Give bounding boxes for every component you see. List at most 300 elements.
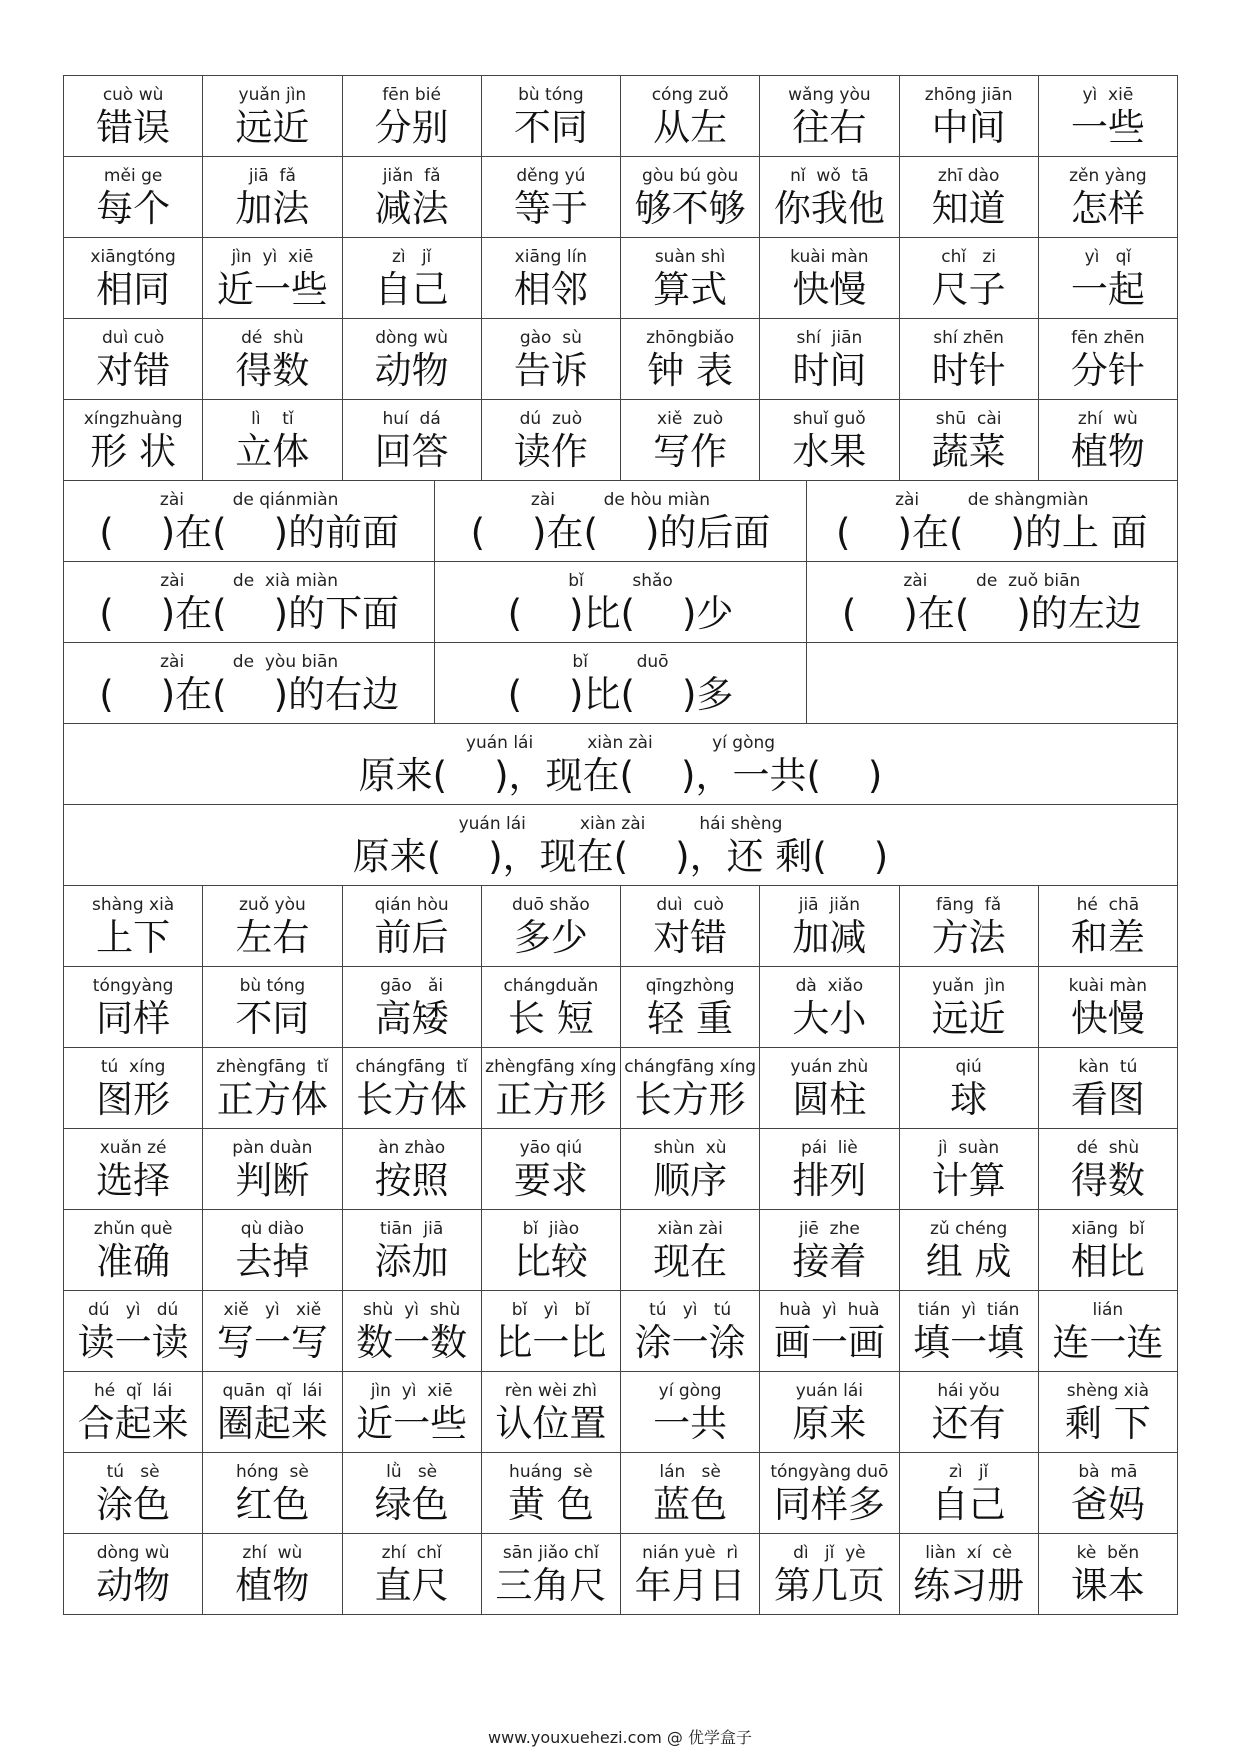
pinyin-text: qù diào: [240, 1219, 305, 1239]
vocab-cell: [900, 400, 1039, 480]
pinyin-text: dú zuò: [519, 409, 583, 429]
vocab-cell: [343, 238, 482, 318]
pinyin-text: shí zhēn: [933, 328, 1004, 348]
vocab-cell: [203, 1372, 342, 1452]
vocab-cell: [343, 1048, 482, 1128]
pinyin-text: dú yì dú: [87, 1300, 179, 1320]
table-row: [63, 399, 1178, 480]
hanzi-word: 怎样: [1070, 187, 1145, 230]
pinyin-text: wǎng yòu: [788, 85, 871, 105]
vocab-cell: [621, 1129, 760, 1209]
vocab-cell: [621, 400, 760, 480]
vocab-cell: [760, 319, 899, 399]
hanzi-word: 一起: [1070, 268, 1145, 311]
hanzi-word: 组 成: [925, 1240, 1012, 1283]
vocab-cell: [64, 1129, 203, 1209]
hanzi-word: ( )比( )少: [507, 592, 734, 635]
vocab-cell: [1039, 400, 1178, 480]
pinyin-text: bù tóng: [239, 976, 306, 996]
pinyin-text: cuò wù: [102, 85, 164, 105]
vocab-cell: [64, 562, 435, 642]
hanzi-word: ( )比( )多: [507, 673, 734, 716]
hanzi-word: 知道: [931, 187, 1006, 230]
pinyin-text: xiě zuò: [657, 409, 724, 429]
vocab-cell: [64, 481, 435, 561]
pinyin-text: pái liè: [801, 1138, 858, 1158]
pinyin-text: fēn bié: [382, 85, 441, 105]
hanzi-word: 还有: [931, 1402, 1006, 1445]
hanzi-word: ( )在( )的前面: [99, 511, 400, 554]
pinyin-text: gāo ǎi: [380, 976, 444, 996]
hanzi-word: 排列: [792, 1159, 867, 1202]
vocab-cell: [435, 562, 806, 642]
vocab-cell: [64, 319, 203, 399]
hanzi-word: 接着: [792, 1240, 867, 1283]
table-row: [63, 1452, 1178, 1533]
vocab-cell: [343, 1210, 482, 1290]
vocab-cell: [203, 967, 342, 1047]
hanzi-word: 时间: [792, 349, 867, 392]
hanzi-word: 中间: [931, 106, 1006, 149]
pinyin-text: bǐ jiào: [522, 1219, 580, 1239]
pinyin-text: chángfāng xíng: [624, 1057, 757, 1077]
vocab-cell: [760, 1048, 899, 1128]
hanzi-word: 形 状: [90, 430, 176, 473]
pinyin-text: dé shù: [241, 328, 304, 348]
pinyin-text: lǜ sè: [386, 1462, 438, 1482]
vocab-cell: [1039, 157, 1178, 237]
vocab-cell: [807, 562, 1178, 642]
pinyin-text: lán sè: [659, 1462, 721, 1482]
hanzi-word: 对错: [96, 349, 171, 392]
vocab-cell: [482, 1129, 621, 1209]
table-row: [63, 1290, 1178, 1371]
hanzi-word: 爸妈: [1070, 1483, 1145, 1526]
vocab-cell: [621, 886, 760, 966]
pinyin-text: dà xiǎo: [795, 976, 864, 996]
pinyin-text: qián hòu: [374, 895, 449, 915]
vocab-cell: [203, 76, 342, 156]
vocab-cell: [900, 1210, 1039, 1290]
vocab-cell: [621, 1210, 760, 1290]
pinyin-text: zài de yòu biān: [160, 652, 339, 672]
vocab-cell: [343, 400, 482, 480]
vocab-cell: [760, 1291, 899, 1371]
table-row: [63, 480, 1178, 561]
hanzi-word: 从左: [653, 106, 728, 149]
hanzi-word: 你我他: [773, 187, 885, 230]
pinyin-text: nǐ wǒ tā: [790, 166, 869, 186]
pinyin-text: bǐ yì bǐ: [511, 1300, 590, 1320]
vocabulary-table: [63, 75, 1178, 1615]
hanzi-word: 尺子: [931, 268, 1006, 311]
pinyin-text: zài de qiánmiàn: [159, 490, 339, 510]
pinyin-text: duì cuò: [102, 328, 165, 348]
hanzi-word: 练习册: [913, 1564, 1025, 1607]
pinyin-text: bà mā: [1078, 1462, 1138, 1482]
vocab-cell: [203, 400, 342, 480]
vocab-cell: [435, 643, 806, 723]
hanzi-word: 正方体: [216, 1078, 328, 1121]
hanzi-word: 加减: [792, 916, 867, 959]
pinyin-text: zài de hòu miàn: [530, 490, 711, 510]
vocab-cell: [343, 1291, 482, 1371]
hanzi-word: 轻 重: [647, 997, 733, 1040]
vocab-cell: [64, 1048, 203, 1128]
vocab-cell: [900, 238, 1039, 318]
pinyin-text: kuài màn: [1068, 976, 1148, 996]
vocab-cell: [900, 967, 1039, 1047]
hanzi-word: 多少: [513, 916, 588, 959]
pinyin-text: zhí wù: [1077, 409, 1138, 429]
hanzi-word: 分针: [1070, 349, 1145, 392]
pinyin-text: shàng xià: [92, 895, 175, 915]
hanzi-word: 远近: [235, 106, 310, 149]
vocab-cell: [1039, 1453, 1178, 1533]
vocab-cell: [900, 1129, 1039, 1209]
hanzi-word: 数一数: [356, 1321, 468, 1364]
hanzi-word: 水果: [792, 430, 867, 473]
vocab-cell: [203, 238, 342, 318]
pinyin-text: fēn zhēn: [1071, 328, 1145, 348]
table-row: [63, 885, 1178, 966]
pinyin-text: jiǎn fǎ: [382, 166, 441, 186]
vocab-cell: [760, 967, 899, 1047]
hanzi-word: 顺序: [653, 1159, 728, 1202]
hanzi-word: 直尺: [374, 1564, 449, 1607]
pinyin-text: zhōngbiǎo: [646, 328, 735, 348]
vocab-cell: [760, 1372, 899, 1452]
pinyin-text: duì cuò: [656, 895, 724, 915]
pinyin-text: yì xiē: [1082, 85, 1134, 105]
pinyin-text: yuán lái xiàn zài hái shèng: [458, 814, 783, 834]
vocab-cell: [900, 1048, 1039, 1128]
hanzi-word: 现在: [653, 1240, 728, 1283]
pinyin-text: zěn yàng: [1069, 166, 1147, 186]
hanzi-word: 要求: [513, 1159, 588, 1202]
pinyin-text: jiā jiǎn: [798, 895, 861, 915]
vocab-cell: [64, 400, 203, 480]
table-row: [63, 561, 1178, 642]
table-row: [63, 1047, 1178, 1128]
pinyin-text: dòng wù: [375, 328, 449, 348]
pinyin-text: yì qǐ: [1084, 247, 1132, 267]
vocab-cell: [64, 724, 1178, 804]
pinyin-text: fāng fǎ: [936, 895, 1002, 915]
pinyin-text: zhōng jiān: [924, 85, 1013, 105]
hanzi-word: 涂色: [96, 1483, 171, 1526]
pinyin-text: zhí wù: [242, 1543, 303, 1563]
pinyin-text: tóngyàng: [92, 976, 174, 996]
pinyin-text: xuǎn zé: [99, 1138, 167, 1158]
vocab-cell: [203, 1291, 342, 1371]
hanzi-word: 相同: [96, 268, 171, 311]
pinyin-text: xiě yì xiě: [223, 1300, 322, 1320]
vocab-cell: [1039, 1048, 1178, 1128]
vocab-cell: [435, 481, 806, 561]
vocab-cell: [343, 76, 482, 156]
vocab-cell: [343, 1453, 482, 1533]
pinyin-text: zhí chǐ: [381, 1543, 442, 1563]
hanzi-word: 快慢: [1070, 997, 1145, 1040]
pinyin-text: zhī dào: [937, 166, 1000, 186]
vocab-cell: [482, 1534, 621, 1614]
pinyin-text: liàn xí cè: [925, 1543, 1013, 1563]
pinyin-text: jìn yì xiē: [370, 1381, 453, 1401]
pinyin-text: lì tǐ: [251, 409, 294, 429]
pinyin-text: lián: [1092, 1300, 1124, 1320]
pinyin-text: zì jǐ: [391, 247, 432, 267]
hanzi-word: 黄 色: [507, 1483, 594, 1526]
pinyin-text: shū cài: [935, 409, 1002, 429]
vocab-cell: [64, 157, 203, 237]
vocab-cell: [760, 1129, 899, 1209]
pinyin-text: zhèngfāng xíng: [485, 1057, 617, 1077]
vocab-cell: [482, 967, 621, 1047]
hanzi-word: 第几页: [773, 1564, 885, 1607]
vocab-cell: [1039, 76, 1178, 156]
hanzi-word: 错误: [96, 106, 171, 149]
pinyin-text: zhèngfāng tǐ: [216, 1057, 329, 1077]
hanzi-word: 写作: [653, 430, 728, 473]
vocab-cell: [482, 238, 621, 318]
pinyin-text: gào sù: [519, 328, 582, 348]
hanzi-word: 图形: [96, 1078, 171, 1121]
hanzi-word: 按照: [374, 1159, 449, 1202]
pinyin-text: qiú: [955, 1057, 982, 1077]
pinyin-text: bǐ duō: [572, 652, 669, 672]
hanzi-word: 动物: [374, 349, 449, 392]
vocab-cell: [203, 1534, 342, 1614]
pinyin-text: zǔ chéng: [930, 1219, 1008, 1239]
hanzi-word: 原来( )，现在( )，还 剩( ): [352, 835, 889, 878]
pinyin-text: quān qǐ lái: [222, 1381, 323, 1401]
vocab-cell: [1039, 886, 1178, 966]
hanzi-word: 和差: [1070, 916, 1145, 959]
pinyin-text: huáng sè: [509, 1462, 593, 1482]
hanzi-word: 上下: [96, 916, 171, 959]
pinyin-text: gòu bú gòu: [641, 166, 739, 186]
hanzi-word: 蓝色: [653, 1483, 728, 1526]
vocab-cell: [482, 1453, 621, 1533]
vocab-cell: [482, 76, 621, 156]
table-row: [63, 318, 1178, 399]
vocab-cell: [64, 1534, 203, 1614]
hanzi-word: 对错: [653, 916, 728, 959]
table-row: [63, 75, 1178, 156]
hanzi-word: 动物: [96, 1564, 171, 1607]
vocab-cell: [900, 886, 1039, 966]
pinyin-text: yuán zhù: [790, 1057, 869, 1077]
hanzi-word: 三角尺: [495, 1564, 607, 1607]
pinyin-text: jìn yì xiē: [231, 247, 314, 267]
pinyin-text: kè běn: [1076, 1543, 1140, 1563]
vocab-cell: [621, 1048, 760, 1128]
vocab-cell: [343, 1129, 482, 1209]
hanzi-word: 前后: [374, 916, 449, 959]
hanzi-word: ( )在( )的后面: [470, 511, 771, 554]
hanzi-word: 长方形: [634, 1078, 746, 1121]
pinyin-text: zài de zuǒ biān: [903, 571, 1081, 591]
vocab-cell: [203, 157, 342, 237]
hanzi-word: 时针: [931, 349, 1006, 392]
hanzi-word: 立体: [235, 430, 310, 473]
vocab-cell: [621, 967, 760, 1047]
hanzi-word: 看图: [1070, 1078, 1145, 1121]
hanzi-word: 计算: [931, 1159, 1006, 1202]
hanzi-word: 原来( )，现在( )，一共( ): [358, 754, 883, 797]
hanzi-word: 涂一涂: [634, 1321, 746, 1364]
vocab-cell: [900, 1291, 1039, 1371]
pinyin-text: shù yì shù: [363, 1300, 461, 1320]
vocab-cell: [621, 1453, 760, 1533]
hanzi-word: 画一画: [773, 1321, 885, 1364]
pinyin-text: chángfāng tǐ: [355, 1057, 468, 1077]
vocab-cell: [760, 157, 899, 237]
vocab-cell: [621, 157, 760, 237]
vocab-cell: [64, 238, 203, 318]
hanzi-word: 相邻: [513, 268, 588, 311]
table-row: [63, 156, 1178, 237]
hanzi-word: 相比: [1070, 1240, 1145, 1283]
vocab-cell: [64, 1372, 203, 1452]
pinyin-text: huà yì huà: [779, 1300, 880, 1320]
hanzi-word: 植物: [235, 1564, 310, 1607]
pinyin-text: tiān jiā: [379, 1219, 444, 1239]
pinyin-text: kàn tú: [1078, 1057, 1138, 1077]
footer-source: www.youxuehezi.com @ 优学盒子: [488, 1728, 752, 1747]
vocab-cell: [1039, 1129, 1178, 1209]
hanzi-word: 判断: [235, 1159, 310, 1202]
hanzi-word: 得数: [1070, 1159, 1145, 1202]
hanzi-word: 自己: [931, 1483, 1006, 1526]
vocab-cell: [1039, 1210, 1178, 1290]
vocab-cell: [1039, 1291, 1178, 1371]
hanzi-word: 等于: [513, 187, 588, 230]
vocab-cell: [621, 76, 760, 156]
pinyin-text: měi ge: [103, 166, 163, 186]
hanzi-word: 原来: [792, 1402, 867, 1445]
pinyin-text: dì jǐ yè: [793, 1543, 866, 1563]
pinyin-text: yuán lái xiàn zài yí gòng: [465, 733, 776, 753]
vocab-cell: [760, 1534, 899, 1614]
hanzi-word: 圈起来: [216, 1402, 328, 1445]
pinyin-text: zài de xià miàn: [160, 571, 339, 591]
hanzi-word: 同样: [96, 997, 171, 1040]
hanzi-word: 比一比: [495, 1321, 607, 1364]
hanzi-word: 减法: [374, 187, 449, 230]
pinyin-text: děng yú: [516, 166, 586, 186]
vocab-cell: [203, 1210, 342, 1290]
pinyin-text: shí jiān: [796, 328, 863, 348]
vocab-cell: [760, 886, 899, 966]
pinyin-text: yāo qiú: [519, 1138, 583, 1158]
pinyin-text: pàn duàn: [232, 1138, 313, 1158]
vocab-cell: [1039, 1372, 1178, 1452]
pinyin-text: xiāngtóng: [90, 247, 176, 267]
pinyin-text: shuǐ guǒ: [793, 409, 866, 429]
pinyin-text: xiàn zài: [657, 1219, 723, 1239]
vocab-cell: [621, 1291, 760, 1371]
hanzi-word: 添加: [374, 1240, 449, 1283]
vocab-cell: [900, 157, 1039, 237]
pinyin-text: dé shù: [1076, 1138, 1140, 1158]
pinyin-text: yuǎn jìn: [238, 85, 307, 105]
vocab-cell: [1039, 967, 1178, 1047]
hanzi-word: 告诉: [513, 349, 588, 392]
vocab-cell: [343, 967, 482, 1047]
pinyin-text: tú sè: [106, 1462, 160, 1482]
vocab-cell: [64, 1453, 203, 1533]
vocab-cell: [900, 319, 1039, 399]
pinyin-text: zhǔn què: [93, 1219, 173, 1239]
pinyin-text: duō shǎo: [511, 895, 590, 915]
pinyin-text: qīngzhòng: [645, 976, 735, 996]
vocab-cell: [1039, 238, 1178, 318]
hanzi-word: 钟 表: [647, 349, 733, 392]
pinyin-text: suàn shì: [654, 247, 726, 267]
vocab-cell: [343, 1372, 482, 1452]
pinyin-text: jiā fǎ: [248, 166, 296, 186]
hanzi-word: 一些: [1070, 106, 1145, 149]
vocab-cell: [203, 1129, 342, 1209]
hanzi-word: 高矮: [374, 997, 449, 1040]
pinyin-text: dòng wù: [96, 1543, 170, 1563]
vocab-cell: [760, 238, 899, 318]
hanzi-word: 合起来: [77, 1402, 189, 1445]
vocab-cell: [621, 1534, 760, 1614]
table-row: [63, 642, 1178, 723]
vocab-cell: [621, 1372, 760, 1452]
hanzi-word: 近一些: [356, 1402, 468, 1445]
vocab-cell: [621, 319, 760, 399]
hanzi-word: 选择: [96, 1159, 171, 1202]
table-row: [63, 1209, 1178, 1290]
hanzi-word: 够不够: [634, 187, 746, 230]
vocab-cell: [807, 643, 1178, 723]
pinyin-text: cóng zuǒ: [651, 85, 729, 105]
hanzi-word: 一共: [653, 1402, 728, 1445]
pinyin-text: chángduǎn: [503, 976, 599, 996]
hanzi-word: 连一连: [1052, 1321, 1164, 1364]
vocab-cell: [900, 1372, 1039, 1452]
pinyin-text: bǐ shǎo: [568, 571, 673, 591]
vocab-cell: [900, 1534, 1039, 1614]
hanzi-word: 大小: [792, 997, 867, 1040]
vocab-cell: [203, 319, 342, 399]
hanzi-word: 读作: [513, 430, 588, 473]
vocab-cell: [203, 886, 342, 966]
pinyin-text: yuǎn jìn: [932, 976, 1006, 996]
pinyin-text: sān jiǎo chǐ: [502, 1543, 599, 1563]
hanzi-word: 球: [950, 1078, 988, 1121]
vocab-cell: [760, 1210, 899, 1290]
pinyin-text: tú xíng: [100, 1057, 166, 1077]
hanzi-word: 往右: [792, 106, 867, 149]
vocab-cell: [64, 643, 435, 723]
pinyin-text: tú yì tú: [649, 1300, 732, 1320]
hanzi-word: 长方体: [356, 1078, 468, 1121]
pinyin-text: hái yǒu: [937, 1381, 1000, 1401]
hanzi-word: 植物: [1070, 430, 1145, 473]
pinyin-text: shùn xù: [653, 1138, 727, 1158]
hanzi-word: ( )在( )的上 面: [836, 511, 1148, 554]
vocab-cell: [64, 1291, 203, 1371]
table-row: [63, 1533, 1178, 1615]
vocab-cell: [64, 967, 203, 1047]
hanzi-word: 年月日: [634, 1564, 746, 1607]
pinyin-text: kuài màn: [790, 247, 869, 267]
